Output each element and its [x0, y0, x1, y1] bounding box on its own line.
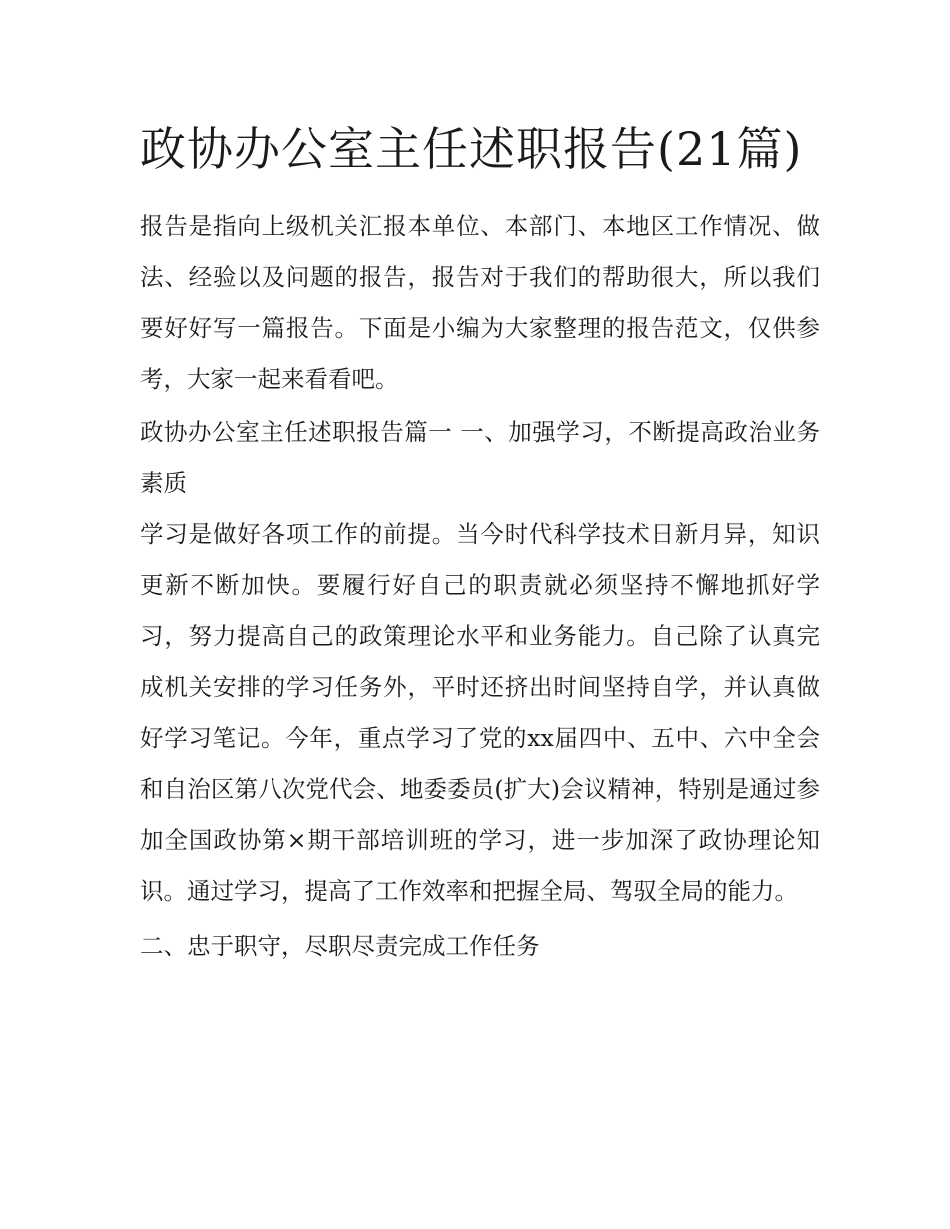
document-body	[140, 112, 820, 972]
document-title: 政协办公室主任述职报告(21篇)	[140, 122, 803, 176]
section-one-heading: 政协办公室主任述职报告篇一 一、加强学习，不断提高政治业务素质	[140, 418, 820, 497]
study-paragraph: 学习是做好各项工作的前提。当今时代科学技术日新月异，知识更新不断加快。要履行好自己的职责就必须坚持不懈地抓好学习，努力提高自己的政策理论水平和业务能力。自己除了认真完成机关安排的学习任务外，平时还挤出时间坚持自学，并认真做好学习笔记。今年，重点学习了党的xx届四中、五中、六中全会和自治区第八次党代会、地委委员(扩大)会议精神，特别是通过参加全国政协第×期干部培训班的学习，进一步加深了政协理论知识。通过学习，提高了工作效率和把握全局、驾驭全局的能力。	[140, 520, 820, 905]
section-two-heading: 二、忠于职守，尽职尽责完成工作任务	[140, 932, 540, 960]
intro-paragraph: 报告是指向上级机关汇报本单位、本部门、本地区工作情况、做法、经验以及问题的报告，报告对于我们的帮助很大，所以我们要好好写一篇报告。下面是小编为大家整理的报告范文，仅供参考，大家一起来看看吧。	[140, 212, 820, 393]
